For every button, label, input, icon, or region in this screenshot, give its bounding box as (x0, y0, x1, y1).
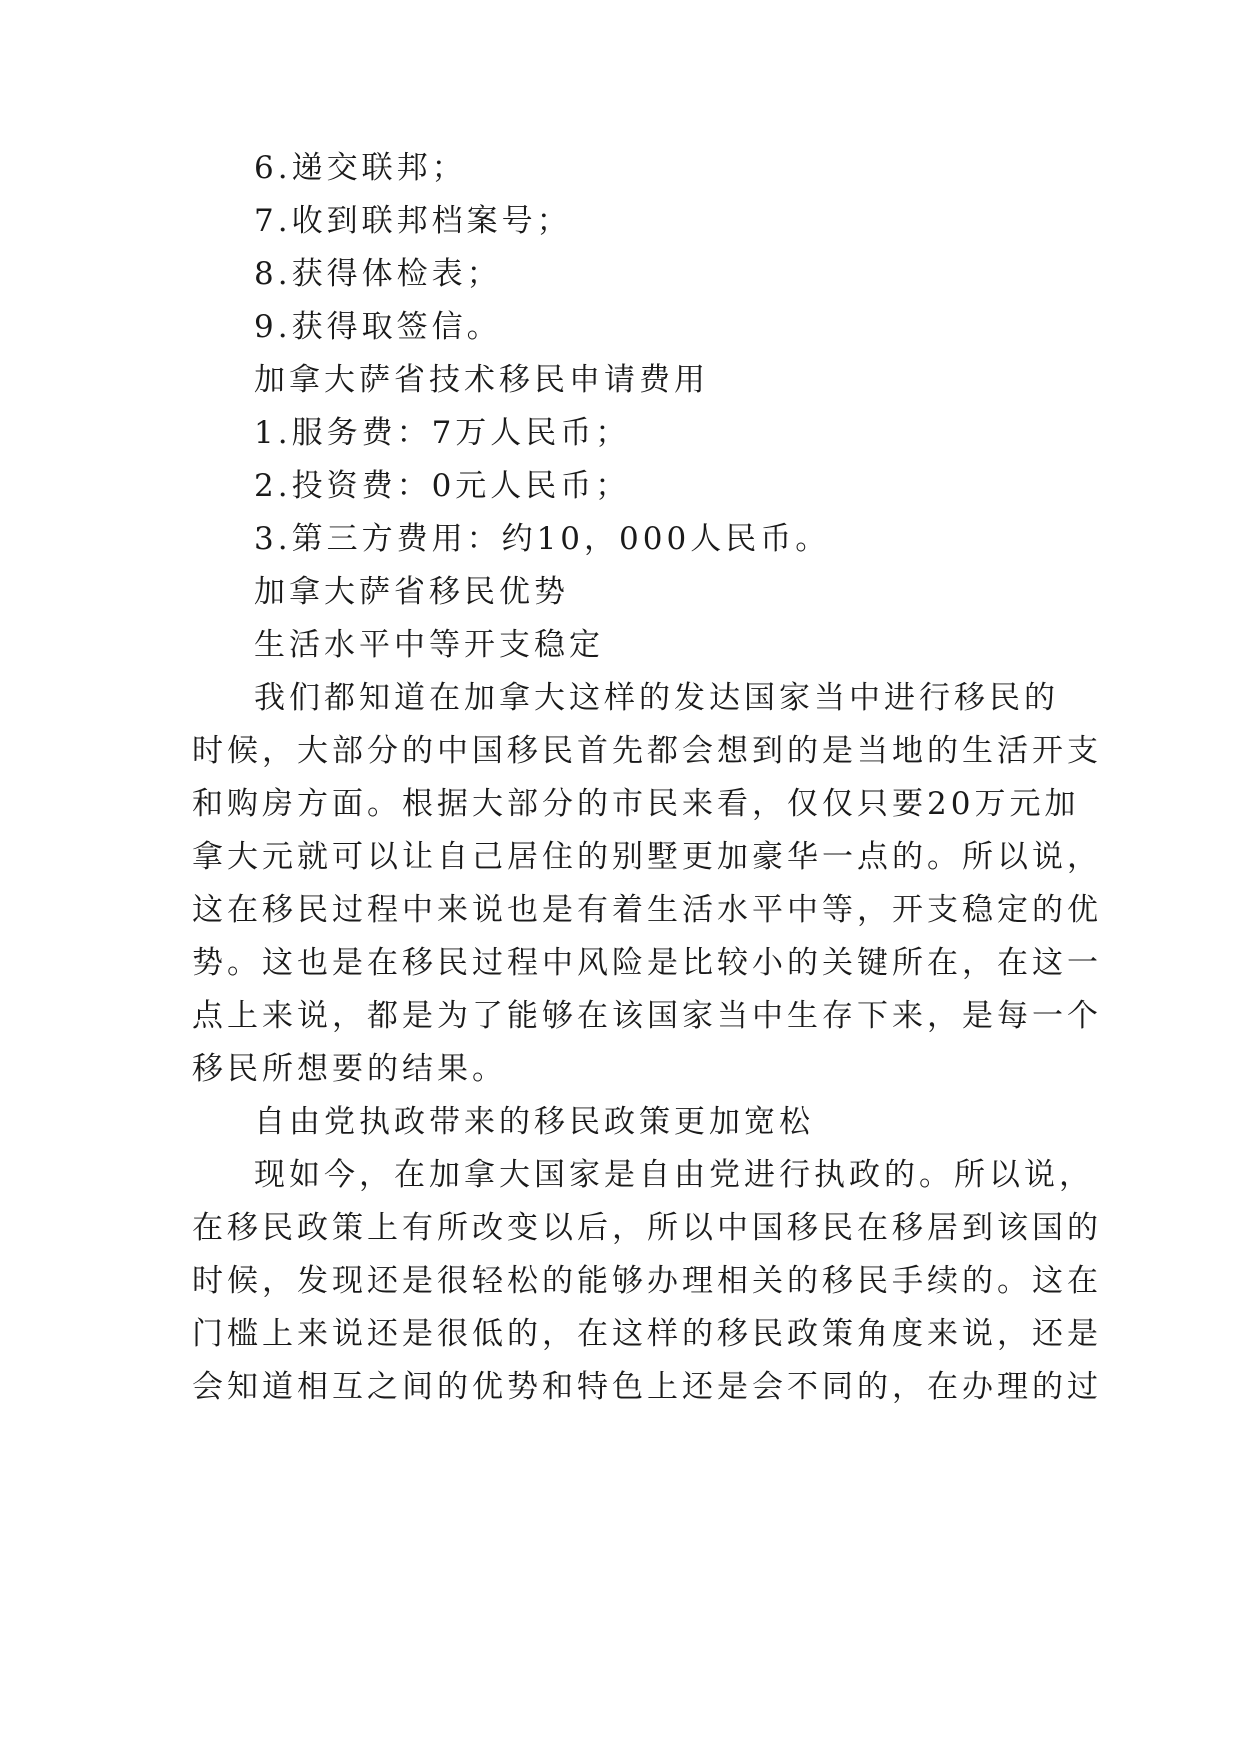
fee-item-service: 1.服务费：7万人民币； (254, 415, 631, 451)
list-item-step-8: 8.获得体检表； (254, 256, 502, 292)
paragraph-1-line-8: 移民所想要的结果。 (192, 1051, 507, 1087)
paragraph-1-line-6: 势。这也是在移民过程中风险是比较小的关键所在，在这一 (192, 945, 1102, 981)
paragraph-1-line-2: 时候，大部分的中国移民首先都会想到的是当地的生活开支 (192, 733, 1102, 769)
sub-heading-liberal-policy: 自由党执政带来的移民政策更加宽松 (254, 1104, 814, 1140)
paragraph-2-line-4: 门槛上来说还是很低的，在这样的移民政策角度来说，还是 (192, 1316, 1102, 1352)
paragraph-1-line-4: 拿大元就可以让自己居住的别墅更加豪华一点的。所以说， (192, 839, 1102, 875)
list-item-step-7: 7.收到联邦档案号； (254, 203, 572, 239)
paragraph-2-line-2: 在移民政策上有所改变以后，所以中国移民在移居到该国的 (192, 1210, 1102, 1246)
fee-item-investment: 2.投资费：0元人民币； (254, 468, 631, 504)
paragraph-2-line-3: 时候，发现还是很轻松的能够办理相关的移民手续的。这在 (192, 1263, 1102, 1299)
fee-heading: 加拿大萨省技术移民申请费用 (254, 362, 709, 398)
paragraph-1-line-7: 点上来说，都是为了能够在该国家当中生存下来，是每一个 (192, 998, 1102, 1034)
paragraph-2-line-1: 现如今，在加拿大国家是自由党进行执政的。所以说， (254, 1157, 1094, 1193)
list-item-step-9: 9.获得取签信。 (254, 309, 502, 345)
paragraph-1-line-1: 我们都知道在加拿大这样的发达国家当中进行移民的 (254, 680, 1059, 716)
paragraph-1-line-3: 和购房方面。根据大部分的市民来看，仅仅只要20万元加 (192, 786, 1080, 822)
paragraph-1-line-5: 这在移民过程中来说也是有着生活水平中等，开支稳定的优 (192, 892, 1102, 928)
paragraph-2-line-5: 会知道相互之间的优势和特色上还是会不同的，在办理的过 (192, 1369, 1102, 1405)
advantage-heading: 加拿大萨省移民优势 (254, 574, 569, 610)
list-item-step-6: 6.递交联邦； (254, 150, 467, 186)
fee-item-third-party: 3.第三方费用：约10，000人民币。 (254, 521, 831, 557)
sub-heading-living-standard: 生活水平中等开支稳定 (254, 627, 604, 663)
